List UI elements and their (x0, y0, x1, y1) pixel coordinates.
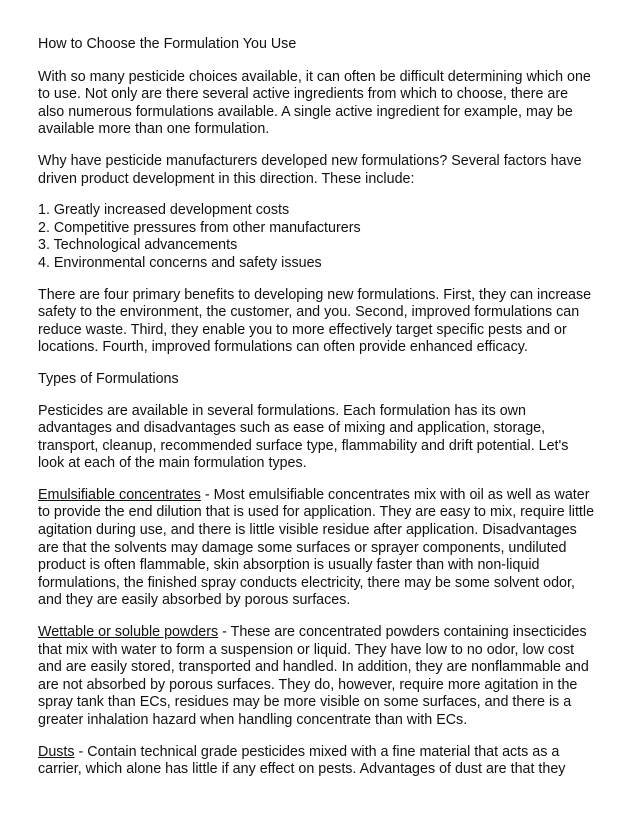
document-page (38, 36, 598, 793)
factors-list (38, 202, 598, 272)
intro-paragraph: With so many pesticide choices available, it can often be difficult determining which one to use. Not only are there several active ingredients from which to choose, there are also numerous formulations available. A single active ingredient for example, may be available more than one formulation. (38, 68, 591, 138)
section-text: - These are concentrated powders containing insecticides that mix with water to form a suspension or liquid. They have low to no odor, low cost and are easily stored, transported and handled. In addition, they are nonflammable and are not absorbed by porous surfaces. They do, however, require more agitation in the spray tank than ECs, residues may be more visible on some surfaces, and there is a greater inhalation hazard when handling concentrate than with ECs. (38, 624, 589, 728)
types-intro-paragraph: Pesticides are available in several formulations. Each formulation has its own advantages and disadvantages such as ease of mixing and application, storage, transport, cleanup, recommended surface type, flammability and drift potential. Let's look at each of the main formulation types. (38, 402, 569, 472)
section-text: - Contain technical grade pesticides mixed with a fine material that acts as a carrier, which alone has little if any effect on pests. Advantages of dust are that they (38, 743, 566, 778)
section-term: Dusts (38, 743, 75, 760)
list-item: 4. Environmental concerns and safety issues (38, 254, 322, 271)
list-item: 3. Technological advancements (38, 237, 238, 254)
section-term: Emulsifiable concentrates (38, 486, 201, 503)
why-paragraph: Why have pesticide manufacturers developed new formulations? Several factors have driven product development in this direction. These include: (38, 152, 582, 187)
section-term: Wettable or soluble powders (38, 624, 219, 641)
section-emulsifiable-concentrates (38, 487, 598, 610)
section-dusts (38, 744, 598, 779)
list-item: 2. Competitive pressures from other manufacturers (38, 219, 361, 236)
section-wettable-powders (38, 624, 598, 730)
list-item: 1. Greatly increased development costs (38, 202, 290, 219)
section-text: - Most emulsifiable concentrates mix with oil as well as water to provide the end dilution that is used for application. They are easy to mix, require little agitation during use, and there is little visible residue after application. Disadvantages are that the solvents may damage some surfaces or sprayer components, undiluted product is often flammable, skin absorption is usually faster than with non-liquid formulations, the finished spray conducts electricity, there may be some solvent odor, and they are easily absorbed by porous surfaces. (38, 486, 595, 609)
benefits-paragraph: There are four primary benefits to developing new formulations. First, they can increase safety to the environment, the customer, and you. Second, improved formulations can reduce waste. Third, they enable you to more effectively target specific pests and or locations. Fourth, improved formulations can often provide enhanced efficacy. (38, 286, 592, 356)
document-title: How to Choose the Formulation You Use (38, 36, 297, 52)
types-heading: Types of Formulations (38, 370, 179, 387)
